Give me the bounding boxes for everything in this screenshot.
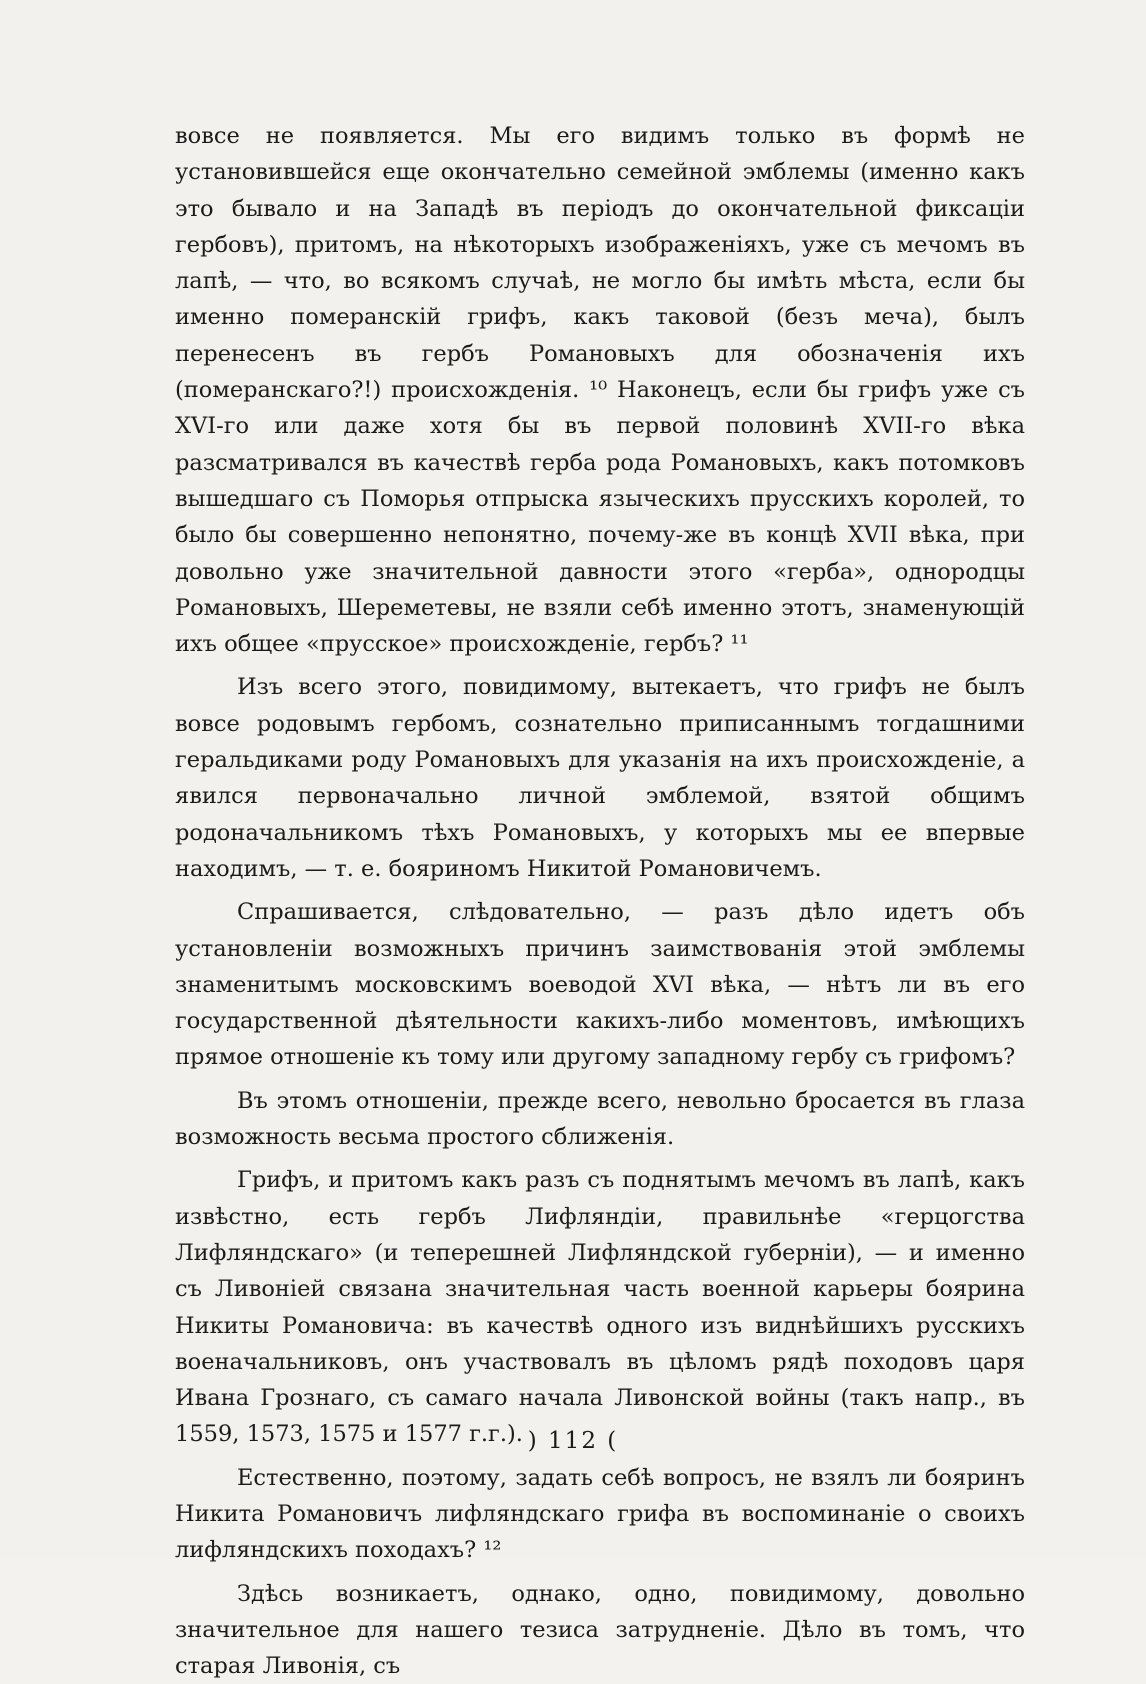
paragraph-7: Здѣсь возникаетъ, однако, одно, повидимому, довольно значительное для нашего тезиса затрудненіе. Дѣло въ томъ, что старая Ливонія, съ: [175, 1580, 1025, 1680]
paragraph-3: Спрашивается, слѣдовательно, — разъ дѣло идетъ объ установленіи возможныхъ причинъ заимствованія этой эмблемы знаменитымъ московскимъ воеводой XVI вѣка, — нѣтъ ли въ его государственной дѣятельности какихъ-либо моментовъ, имѣющихъ прямое отношеніе къ тому или другому западному гербу съ грифомъ?: [175, 899, 1025, 1071]
paragraph-2: Изъ всего этого, повидимому, вытекаетъ, что грифъ не былъ вовсе родовымъ гербомъ, сознательно приписаннымъ тогдашними геральдиками роду Романовыхъ для указанія на ихъ происхожденіе, а явился первоначально личной эмблемой, взятой общимъ родоначальникомъ тѣхъ Романовыхъ, у которыхъ мы ее впервые находимъ, — т. е. бояриномъ Никитой Романовичемъ.: [175, 674, 1025, 882]
paragraph-6: Естественно, поэтому, задать себѣ вопросъ, не взялъ ли бояринъ Никита Романовичъ лифляндскаго грифа въ воспоминаніе о своихъ лифляндскихъ походахъ? ¹²: [175, 1464, 1025, 1564]
paragraph-1: вовсе не появляется. Мы его видимъ только въ формѣ не установившейся еще окончательно семейной эмблемы (именно какъ это бывало и на Западѣ въ періодъ до окончательной фиксаціи гербовъ), притомъ, на нѣкоторыхъ изображеніяхъ, уже съ мечомъ въ лапѣ, — что, во всякомъ случаѣ, не могло бы имѣть мѣста, если бы именно померанскій грифъ, какъ таковой (безъ меча), былъ перенесенъ въ гербъ Романовыхъ для обозначенія ихъ (померанскаго?!) происхожденія. ¹⁰ Наконецъ, если бы грифъ уже съ XVI-го или даже хотя бы въ первой половинѣ XVII-го вѣка разсматривался въ качествѣ герба рода Романовыхъ, какъ потомковъ вышедшаго съ Поморья отпрыска языческихъ прусскихъ королей, то было бы совершенно непонятно, почему-же въ концѣ XVII вѣка, при довольно уже значительной давности этого «герба», однородцы Романовыхъ, Шереметевы, не взяли себѣ именно этотъ, знаменующій ихъ общее «прусское» происхожденіе, гербъ? ¹¹: [175, 123, 1025, 658]
page-number: ) 112 (: [527, 1428, 619, 1454]
paragraph-5: Грифъ, и притомъ какъ разъ съ поднятымъ мечомъ въ лапѣ, какъ извѣстно, есть гербъ Лифляндіи, правильнѣе «герцогства Лифляндскаго» (и теперешней Лифляндской губерніи), — и именно съ Ливоніей связана значительная часть военной карьеры боярина Никиты Романовича: въ качествѣ одного изъ виднѣйшихъ русскихъ военачальниковъ, онъ участвовалъ въ цѣломъ рядѣ походовъ царя Ивана Грознаго, съ самаго начала Ливонской войны (такъ напр., въ 1559, 1573, 1575 и 1577 г.г.).: [175, 1167, 1025, 1448]
paragraph-4: Въ этомъ отношеніи, прежде всего, невольно бросается въ глаза возможность весьма простого сближенія.: [175, 1087, 1025, 1151]
